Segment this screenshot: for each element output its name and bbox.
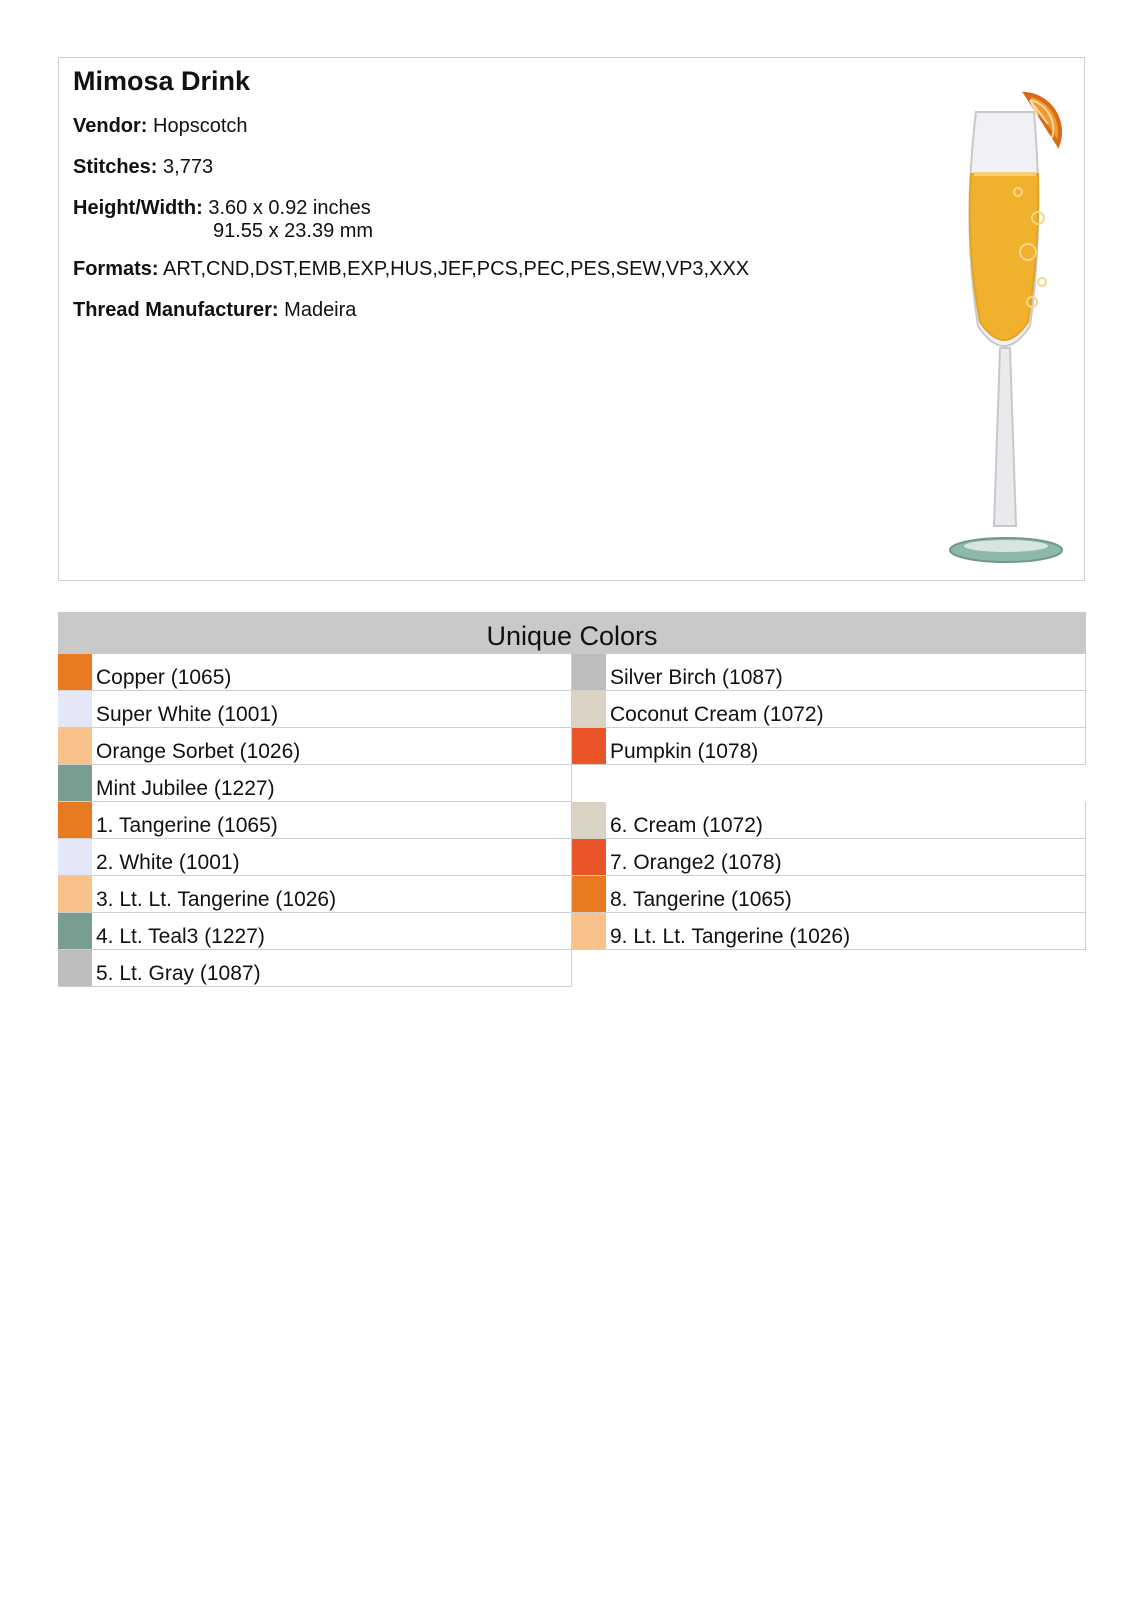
color-swatch: [58, 691, 92, 727]
sequence-row: [58, 802, 572, 839]
design-info-panel: [58, 57, 1085, 581]
color-label: 8. Tangerine (1065): [610, 888, 792, 911]
color-row: [58, 765, 572, 802]
stitches-field: [73, 156, 213, 179]
stitches-label: Stitches:: [73, 156, 158, 178]
color-label: 2. White (1001): [96, 851, 240, 874]
sequence-row: [572, 802, 1086, 839]
color-swatch: [58, 728, 92, 764]
unique-colors-table: [58, 612, 1086, 985]
size-mm-value: 91.55 x 23.39 mm: [213, 220, 374, 242]
color-row: [572, 728, 1086, 765]
color-swatch: [58, 913, 92, 949]
sequence-row: [58, 913, 572, 950]
color-swatch: [572, 728, 606, 764]
color-label: 1. Tangerine (1065): [96, 814, 278, 837]
sequence-row: [58, 950, 572, 987]
stitches-value: 3,773: [163, 156, 214, 178]
color-label: Copper (1065): [96, 666, 232, 689]
color-label: 6. Cream (1072): [610, 814, 763, 837]
color-swatch: [58, 654, 92, 690]
sequence-row: [572, 839, 1086, 876]
color-label: 9. Lt. Lt. Tangerine (1026): [610, 925, 851, 948]
color-swatch: [572, 876, 606, 912]
color-label: Mint Jubilee (1227): [96, 777, 275, 800]
color-swatch: [572, 802, 606, 838]
color-row: [58, 654, 572, 691]
color-label: 5. Lt. Gray (1087): [96, 962, 261, 985]
color-swatch: [58, 839, 92, 875]
color-label: Super White (1001): [96, 703, 279, 726]
color-swatch: [58, 950, 92, 986]
color-label: Silver Birch (1087): [610, 666, 783, 689]
color-swatch: [58, 765, 92, 801]
color-label: Orange Sorbet (1026): [96, 740, 301, 763]
size-inches-value: 3.60 x 0.92 inches: [208, 197, 371, 219]
color-row: [58, 691, 572, 728]
design-title: Mimosa Drink: [73, 66, 251, 96]
sequence-row: [58, 839, 572, 876]
color-swatch: [58, 876, 92, 912]
vendor-label: Vendor:: [73, 115, 148, 137]
color-label: 7. Orange2 (1078): [610, 851, 782, 874]
color-label: 4. Lt. Teal3 (1227): [96, 925, 265, 948]
vendor-value: Hopscotch: [153, 115, 248, 137]
color-label: 3. Lt. Lt. Tangerine (1026): [96, 888, 337, 911]
vendor-field: [73, 115, 248, 138]
thread-field: [73, 299, 356, 322]
size-label: Height/Width:: [73, 197, 203, 219]
color-row: [572, 654, 1086, 691]
size-field: [73, 197, 371, 220]
color-label: Coconut Cream (1072): [610, 703, 824, 726]
formats-field: [73, 258, 749, 281]
color-row: [58, 728, 572, 765]
sequence-row: [572, 876, 1086, 913]
sequence-row: [572, 913, 1086, 950]
color-row: [572, 691, 1086, 728]
thread-value: Madeira: [284, 299, 357, 321]
thread-label: Thread Manufacturer:: [73, 299, 279, 321]
color-swatch: [58, 802, 92, 838]
color-swatch: [572, 691, 606, 727]
color-swatch: [572, 839, 606, 875]
color-swatch: [572, 654, 606, 690]
color-swatch: [572, 913, 606, 949]
formats-label: Formats:: [73, 258, 159, 280]
formats-value: ART,CND,DST,EMB,EXP,HUS,JEF,PCS,PEC,PES,SEW,VP3,XXX: [163, 258, 750, 280]
color-label: Pumpkin (1078): [610, 740, 759, 763]
sequence-row: [58, 876, 572, 913]
unique-colors-header: Unique Colors: [58, 612, 1086, 654]
champagne-glass-icon: [934, 66, 1074, 576]
